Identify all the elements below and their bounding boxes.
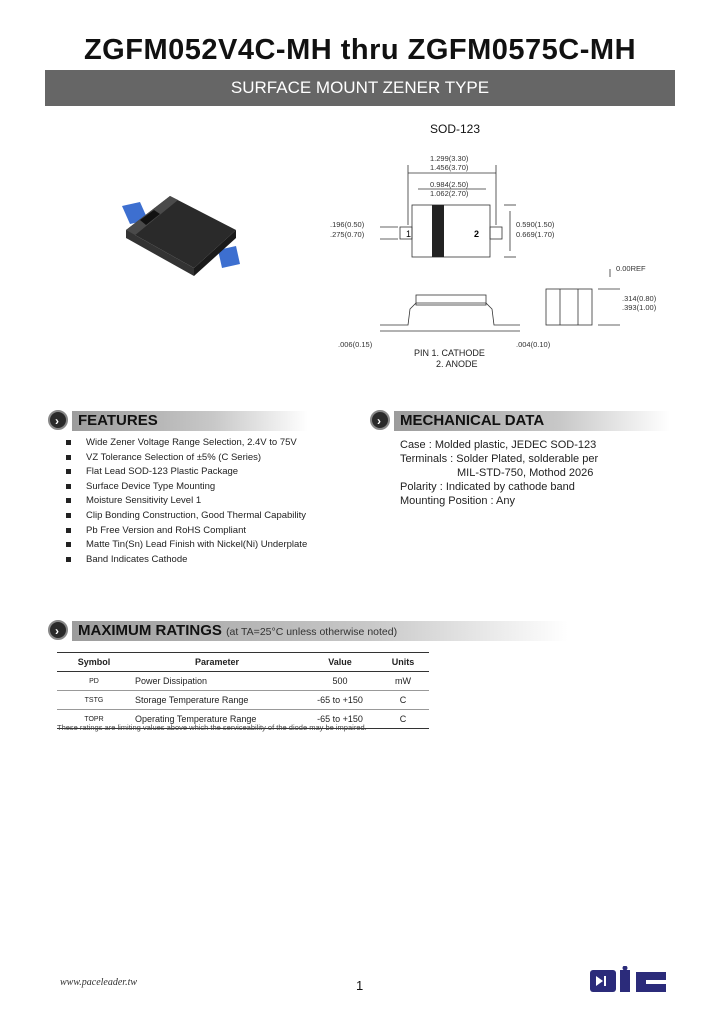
- subtitle-banner: SURFACE MOUNT ZENER TYPE: [45, 70, 675, 106]
- dim-height-max: .393(1.00): [622, 303, 657, 312]
- list-item: Moisture Sensitivity Level 1: [62, 495, 307, 510]
- dim-width-max: 0.669(1.70): [516, 230, 555, 239]
- bullet-icon: [66, 513, 71, 518]
- features-heading: [48, 410, 308, 432]
- table-header-row: [57, 653, 429, 672]
- table-row: PD Power Dissipation 500 mW: [57, 672, 429, 691]
- pin-anode-label: 2. ANODE: [436, 359, 478, 369]
- mech-mounting: Mounting Position : Any: [400, 495, 515, 507]
- footer-url[interactable]: www.paceleader.tw: [60, 977, 138, 988]
- table-row: TOPR Operating Temperature Range -65 to +150 C: [57, 710, 429, 729]
- document-title: ZGFM052V4C-MH thru ZGFM0575C-MH: [83, 34, 637, 66]
- bullet-icon: [66, 498, 71, 503]
- bullet-icon: [66, 542, 71, 547]
- dim-body-min: 0.984(2.50): [430, 180, 469, 189]
- ratings-heading: [48, 620, 568, 642]
- list-item: Surface Device Type Mounting: [62, 481, 307, 496]
- package-name: SOD-123: [430, 122, 481, 136]
- col-value: Value: [303, 653, 377, 672]
- dim-total-max: 1.456(3.70): [430, 163, 469, 172]
- dim-width-min: 0.590(1.50): [516, 220, 555, 229]
- col-symbol: Symbol: [57, 653, 131, 672]
- bullet-icon: [66, 455, 71, 460]
- ratings-note: These ratings are limiting values above which the serviceability of the diode may be impaired.: [57, 723, 367, 732]
- col-units: Units: [377, 653, 429, 672]
- dim-standoff: .004(0.10): [516, 340, 551, 349]
- dim-body-max: 1.062(2.70): [430, 189, 469, 198]
- dim-ref: 0.00REF: [616, 264, 646, 273]
- pin2-mark: 2: [474, 229, 480, 239]
- list-item: Wide Zener Voltage Range Selection, 2.4V to 75V: [62, 437, 307, 452]
- dim-lead-thickness: .006(0.15): [338, 340, 373, 349]
- list-item: Clip Bonding Construction, Good Thermal Capability: [62, 510, 307, 525]
- dim-total-min: 1.299(3.30): [430, 154, 469, 163]
- mechanical-heading: [370, 410, 670, 432]
- bullet-icon: [66, 557, 71, 562]
- page-number: 1: [356, 978, 364, 993]
- dim-lead-max: .275(0.70): [330, 230, 365, 239]
- package-photo: [118, 180, 248, 280]
- dim-lead-min: .196(0.50): [330, 220, 365, 229]
- arrow-right-icon: ›: [370, 410, 390, 430]
- mech-terminals-cont: MIL-STD-750, Mothod 2026: [457, 467, 594, 479]
- arrow-right-icon: ›: [48, 620, 68, 640]
- pin1-mark: 1: [406, 229, 412, 239]
- mech-case: Case : Molded plastic, JEDEC SOD-123: [400, 439, 597, 451]
- bullet-icon: [66, 484, 71, 489]
- ratings-condition: (at TA=25°C unless otherwise noted): [226, 626, 398, 638]
- features-title: FEATURES: [78, 412, 158, 429]
- features-list: [62, 437, 307, 568]
- mech-terminals: Terminals : Solder Plated, solderable per: [400, 453, 599, 465]
- bullet-icon: [66, 528, 71, 533]
- table-row: TSTG Storage Temperature Range -65 to +150 C: [57, 691, 429, 710]
- ratings-table: [57, 652, 429, 729]
- pin-cathode-label: PIN 1. CATHODE: [414, 348, 485, 358]
- list-item: Flat Lead SOD-123 Plastic Package: [62, 466, 307, 481]
- arrow-right-icon: ›: [48, 410, 68, 430]
- list-item: Band Indicates Cathode: [62, 554, 307, 569]
- mech-polarity: Polarity : Indicated by cathode band: [400, 481, 575, 493]
- outline-drawing: [320, 145, 680, 380]
- dim-height-min: .314(0.80): [622, 294, 657, 303]
- bullet-icon: [66, 469, 71, 474]
- mechanical-data: [400, 438, 598, 508]
- package-body: [126, 196, 236, 268]
- bullet-icon: [66, 440, 71, 445]
- col-parameter: Parameter: [131, 653, 303, 672]
- cathode-band-mark: [432, 205, 444, 257]
- company-logo-icon: [588, 966, 674, 998]
- list-item: Pb Free Version and RoHS Compliant: [62, 525, 307, 540]
- list-item: Matte Tin(Sn) Lead Finish with Nickel(Ni) Underplate: [62, 539, 307, 554]
- ratings-title: MAXIMUM RATINGS: [78, 622, 222, 639]
- list-item: VZ Tolerance Selection of ±5% (C Series): [62, 452, 307, 467]
- mechanical-title: MECHANICAL DATA: [400, 412, 545, 429]
